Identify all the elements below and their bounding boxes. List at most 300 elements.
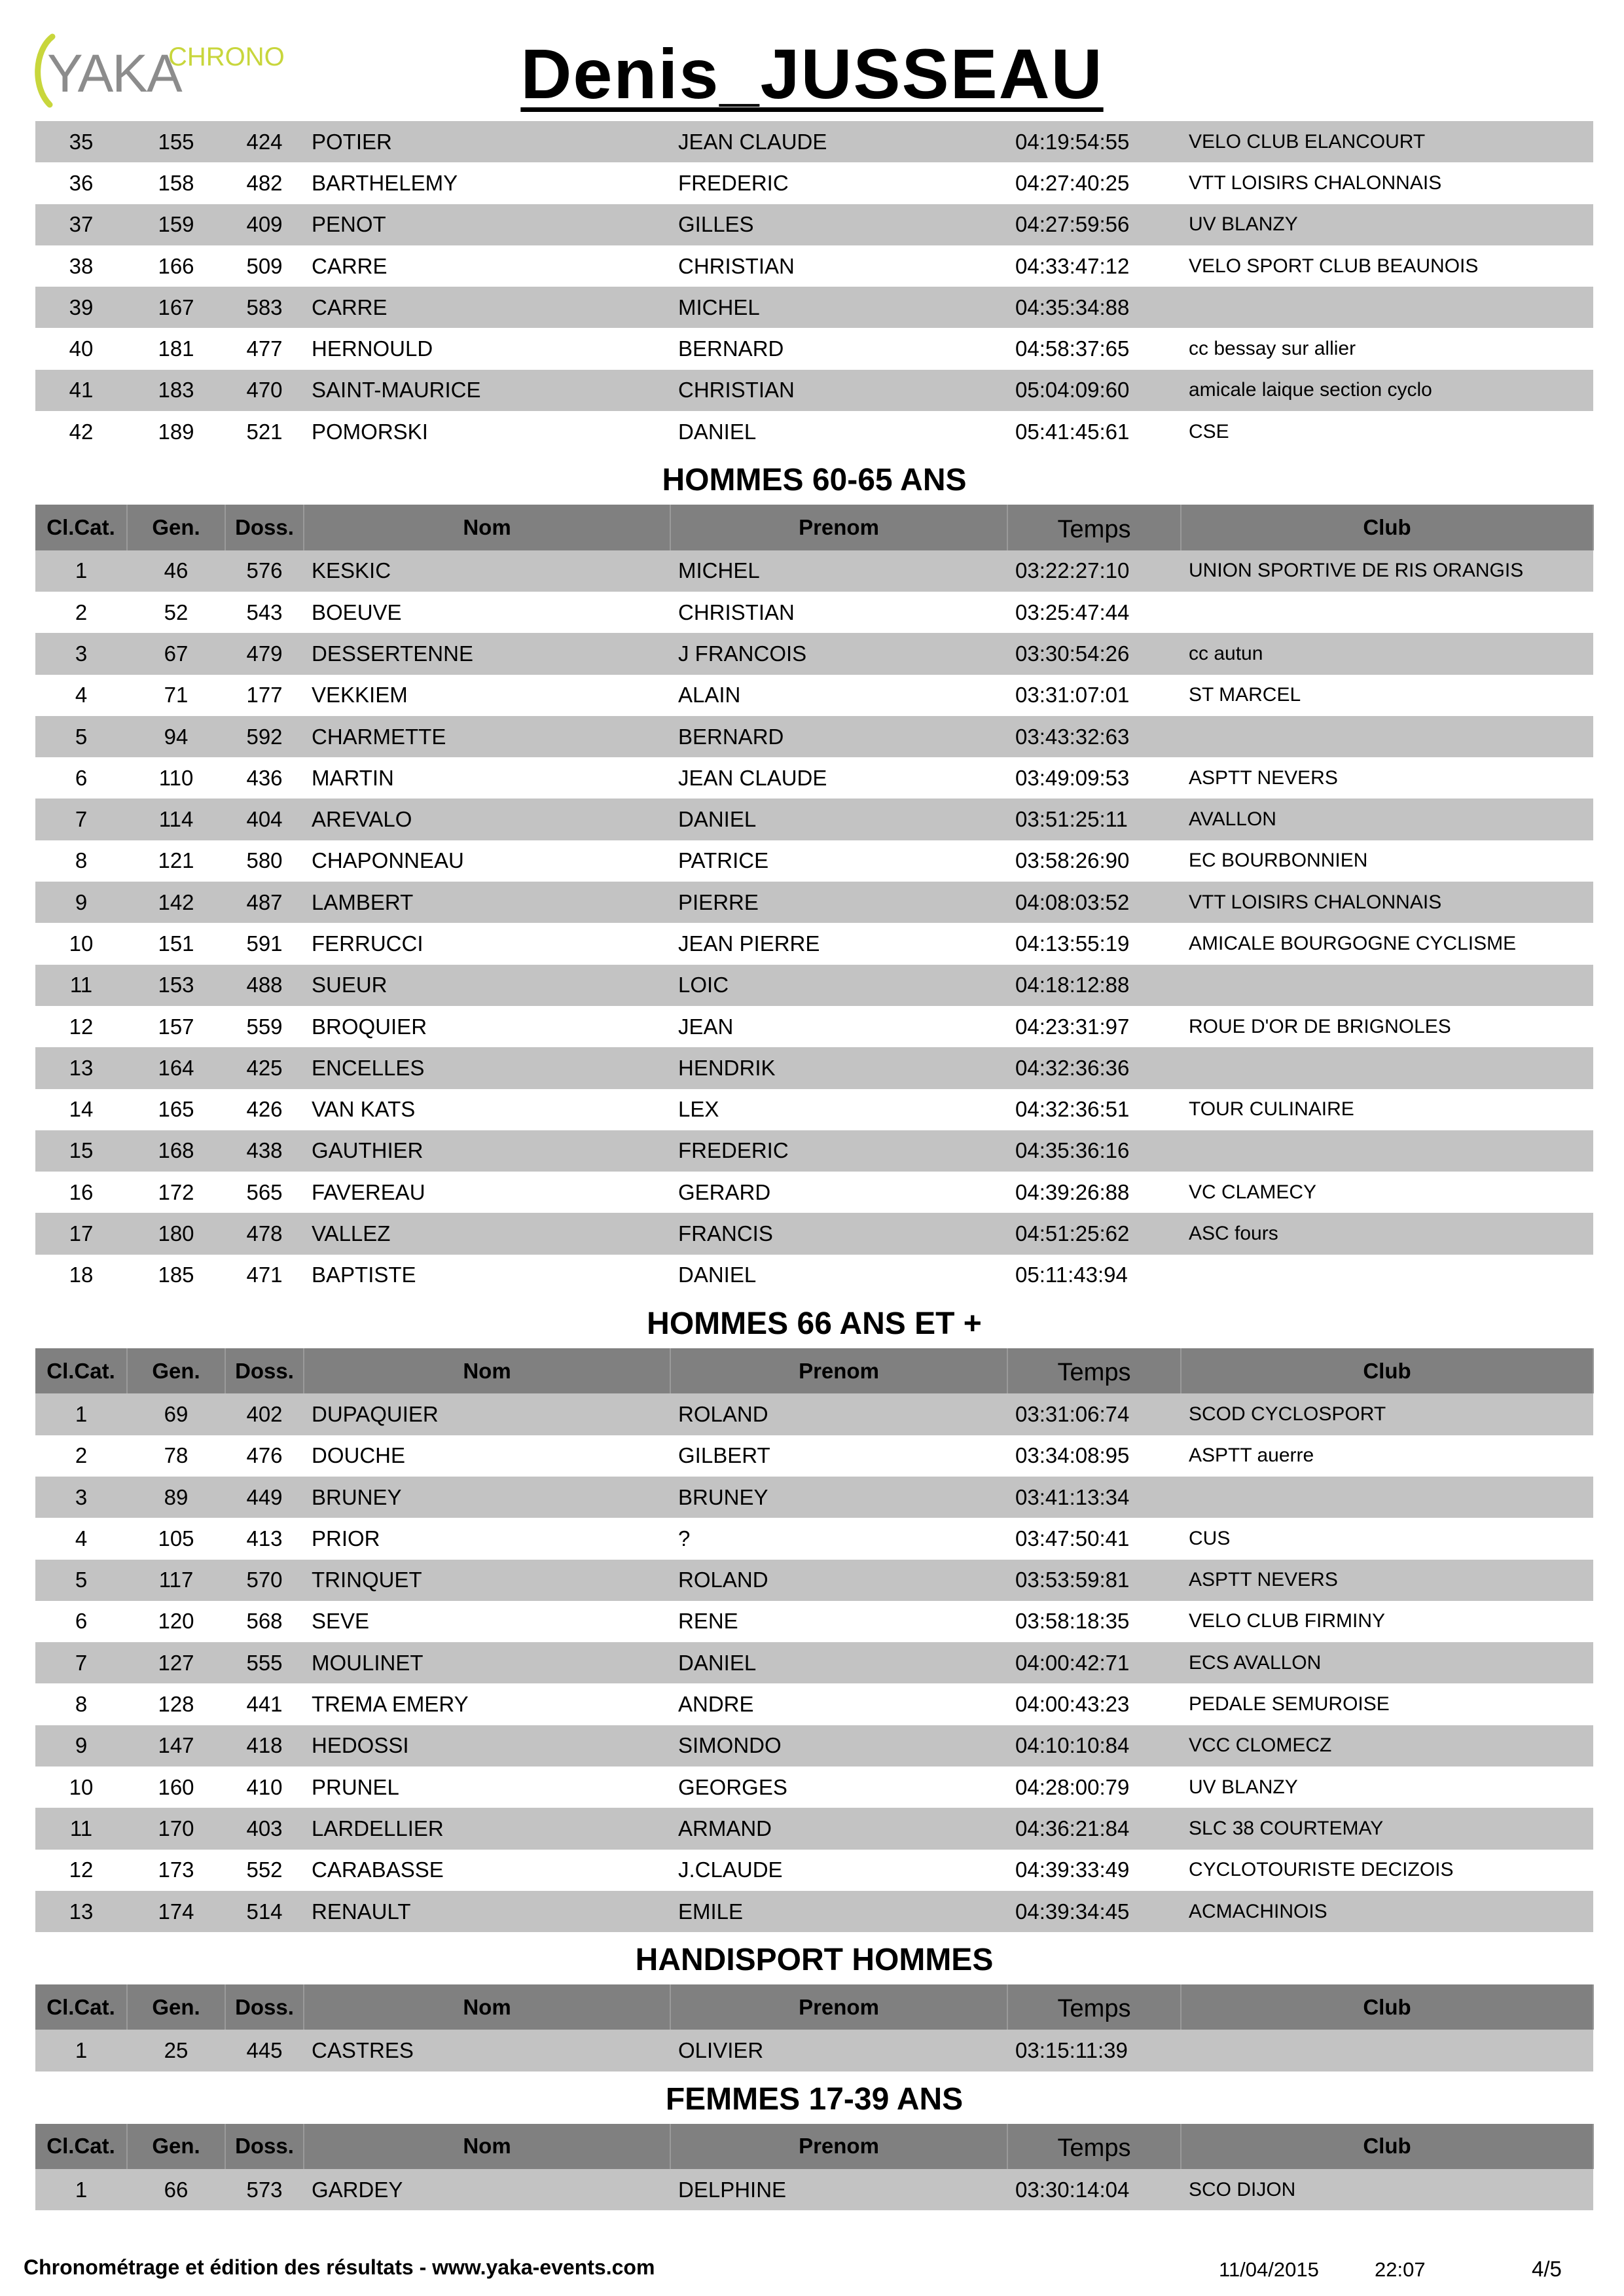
cell-nom: PRIOR <box>304 1518 670 1559</box>
cell-doss: 436 <box>225 757 304 798</box>
cell-temps: 03:30:54:26 <box>1007 633 1181 674</box>
cell-nom: LARDELLIER <box>304 1808 670 1849</box>
column-header: Doss. <box>225 505 304 550</box>
cell-temps: 03:25:47:44 <box>1007 592 1181 633</box>
table-row <box>35 1683 1593 1725</box>
cell-prenom: ALAIN <box>670 675 1007 716</box>
cell-club: VELO CLUB ELANCOURT <box>1181 121 1593 162</box>
cell-temps: 04:58:37:65 <box>1007 328 1181 369</box>
cell-prenom: CHRISTIAN <box>670 245 1007 287</box>
table-row <box>35 1601 1593 1642</box>
cell-temps: 04:35:36:16 <box>1007 1130 1181 1172</box>
cell-doss: 487 <box>225 882 304 923</box>
cell-club: TOUR CULINAIRE <box>1181 1089 1593 1130</box>
cell-rank: 14 <box>35 1089 127 1130</box>
cell-rank: 10 <box>35 1767 127 1808</box>
cell-prenom: FREDERIC <box>670 162 1007 204</box>
cell-rank: 5 <box>35 716 127 757</box>
cell-nom: AREVALO <box>304 798 670 840</box>
cell-doss: 576 <box>225 550 304 592</box>
cell-prenom: JEAN CLAUDE <box>670 121 1007 162</box>
cell-temps: 04:39:34:45 <box>1007 1891 1181 1932</box>
cell-club: CYCLOTOURISTE DECIZOIS <box>1181 1850 1593 1891</box>
column-header: Temps <box>1007 1984 1181 2030</box>
cell-doss: 580 <box>225 840 304 882</box>
cell-gen: 66 <box>127 2169 225 2210</box>
cell-doss: 514 <box>225 1891 304 1932</box>
cell-prenom: JEAN CLAUDE <box>670 757 1007 798</box>
cell-gen: 155 <box>127 121 225 162</box>
cell-club: PEDALE SEMUROISE <box>1181 1683 1593 1725</box>
cell-club: UV BLANZY <box>1181 204 1593 245</box>
cell-doss: 573 <box>225 2169 304 2210</box>
cell-temps: 04:39:33:49 <box>1007 1850 1181 1891</box>
cell-club: CUS <box>1181 1518 1593 1559</box>
cell-doss: 410 <box>225 1767 304 1808</box>
table-row <box>35 1891 1593 1932</box>
table-row <box>35 411 1593 452</box>
cell-prenom: DANIEL <box>670 1642 1007 1683</box>
cell-temps: 04:08:03:52 <box>1007 882 1181 923</box>
cell-gen: 94 <box>127 716 225 757</box>
cell-nom: ENCELLES <box>304 1047 670 1088</box>
column-header: Club <box>1181 505 1593 550</box>
cell-club: AVALLON <box>1181 798 1593 840</box>
cell-rank: 1 <box>35 1393 127 1435</box>
cell-gen: 151 <box>127 923 225 964</box>
cell-rank: 8 <box>35 1683 127 1725</box>
cell-doss: 445 <box>225 2030 304 2071</box>
cell-temps: 04:35:34:88 <box>1007 287 1181 328</box>
cell-nom: MARTIN <box>304 757 670 798</box>
cell-gen: 69 <box>127 1393 225 1435</box>
cell-prenom: BERNARD <box>670 716 1007 757</box>
cell-prenom: ANDRE <box>670 1683 1007 1725</box>
table-row <box>35 840 1593 882</box>
cell-gen: 183 <box>127 370 225 411</box>
cell-prenom: GEORGES <box>670 1767 1007 1808</box>
cell-nom: KESKIC <box>304 550 670 592</box>
column-header: Nom <box>304 505 670 550</box>
cell-gen: 121 <box>127 840 225 882</box>
table-row <box>35 1850 1593 1891</box>
page-title: Denis_JUSSEAU <box>520 34 1104 113</box>
table-row <box>35 245 1593 287</box>
cell-club: ASPTT auerre <box>1181 1435 1593 1477</box>
cell-temps: 03:34:08:95 <box>1007 1435 1181 1477</box>
column-header: Gen. <box>127 1984 225 2030</box>
column-header: Doss. <box>225 1984 304 2030</box>
cell-gen: 160 <box>127 1767 225 1808</box>
cell-nom: HEDOSSI <box>304 1725 670 1767</box>
cell-rank: 42 <box>35 411 127 452</box>
cell-prenom: SIMONDO <box>670 1725 1007 1767</box>
cell-temps: 04:39:26:88 <box>1007 1172 1181 1213</box>
cell-prenom: RENE <box>670 1601 1007 1642</box>
cell-rank: 12 <box>35 1850 127 1891</box>
cell-rank: 11 <box>35 965 127 1006</box>
column-header: Gen. <box>127 1348 225 1393</box>
table-row <box>35 1560 1593 1601</box>
cell-club: cc autun <box>1181 633 1593 674</box>
cell-club: CSE <box>1181 411 1593 452</box>
cell-gen: 78 <box>127 1435 225 1477</box>
cell-doss: 565 <box>225 1172 304 1213</box>
cell-nom: SUEUR <box>304 965 670 1006</box>
cell-prenom: GERARD <box>670 1172 1007 1213</box>
cell-nom: FERRUCCI <box>304 923 670 964</box>
results-table <box>35 121 1593 452</box>
cell-rank: 7 <box>35 798 127 840</box>
cell-prenom: ROLAND <box>670 1560 1007 1601</box>
cell-club: SCOD CYCLOSPORT <box>1181 1393 1593 1435</box>
cell-doss: 543 <box>225 592 304 633</box>
table-row <box>35 675 1593 716</box>
cell-nom: BAPTISTE <box>304 1255 670 1296</box>
cell-nom: SAINT-MAURICE <box>304 370 670 411</box>
cell-gen: 147 <box>127 1725 225 1767</box>
cell-doss: 402 <box>225 1393 304 1435</box>
cell-rank: 37 <box>35 204 127 245</box>
column-header: Cl.Cat. <box>35 1984 127 2030</box>
table-row <box>35 965 1593 1006</box>
cell-doss: 509 <box>225 245 304 287</box>
cell-rank: 13 <box>35 1047 127 1088</box>
cell-gen: 117 <box>127 1560 225 1601</box>
cell-rank: 4 <box>35 675 127 716</box>
table-header-row <box>35 2124 1593 2169</box>
cell-club: amicale laique section cyclo <box>1181 370 1593 411</box>
cell-gen: 185 <box>127 1255 225 1296</box>
cell-doss: 482 <box>225 162 304 204</box>
cell-prenom: JEAN <box>670 1006 1007 1047</box>
cell-doss: 477 <box>225 328 304 369</box>
cell-gen: 174 <box>127 1891 225 1932</box>
cell-prenom: ? <box>670 1518 1007 1559</box>
cell-club: VELO CLUB FIRMINY <box>1181 1601 1593 1642</box>
cell-doss: 409 <box>225 204 304 245</box>
cell-gen: 142 <box>127 882 225 923</box>
cell-temps: 04:19:54:55 <box>1007 121 1181 162</box>
cell-rank: 3 <box>35 1477 127 1518</box>
cell-temps: 04:18:12:88 <box>1007 965 1181 1006</box>
cell-temps: 04:28:00:79 <box>1007 1767 1181 1808</box>
cell-rank: 41 <box>35 370 127 411</box>
cell-nom: BARTHELEMY <box>304 162 670 204</box>
cell-temps: 03:31:06:74 <box>1007 1393 1181 1435</box>
cell-club: cc bessay sur allier <box>1181 328 1593 369</box>
cell-club: SLC 38 COURTEMAY <box>1181 1808 1593 1849</box>
cell-rank: 9 <box>35 1725 127 1767</box>
cell-temps: 04:32:36:36 <box>1007 1047 1181 1088</box>
cell-doss: 559 <box>225 1006 304 1047</box>
column-header: Temps <box>1007 1348 1181 1393</box>
column-header: Gen. <box>127 505 225 550</box>
cell-rank: 8 <box>35 840 127 882</box>
cell-temps: 03:58:26:90 <box>1007 840 1181 882</box>
cell-club: UV BLANZY <box>1181 1767 1593 1808</box>
table-row <box>35 633 1593 674</box>
cell-doss: 552 <box>225 1850 304 1891</box>
table-row <box>35 1642 1593 1683</box>
cell-temps: 03:41:13:34 <box>1007 1477 1181 1518</box>
cell-prenom: LEX <box>670 1089 1007 1130</box>
cell-gen: 167 <box>127 287 225 328</box>
cell-doss: 413 <box>225 1518 304 1559</box>
cell-gen: 89 <box>127 1477 225 1518</box>
cell-rank: 36 <box>35 162 127 204</box>
cell-doss: 438 <box>225 1130 304 1172</box>
cell-temps: 04:00:42:71 <box>1007 1642 1181 1683</box>
cell-doss: 471 <box>225 1255 304 1296</box>
table-row <box>35 1130 1593 1172</box>
column-header: Doss. <box>225 2124 304 2169</box>
cell-gen: 164 <box>127 1047 225 1088</box>
cell-gen: 158 <box>127 162 225 204</box>
cell-temps: 04:32:36:51 <box>1007 1089 1181 1130</box>
section-title: FEMMES 17-39 ANS <box>665 2081 964 2117</box>
cell-doss: 568 <box>225 1601 304 1642</box>
cell-temps: 04:27:59:56 <box>1007 204 1181 245</box>
cell-gen: 67 <box>127 633 225 674</box>
cell-prenom: PIERRE <box>670 882 1007 923</box>
cell-club <box>1181 592 1593 633</box>
column-header: Club <box>1181 2124 1593 2169</box>
table-row <box>35 1255 1593 1296</box>
table-row <box>35 287 1593 328</box>
cell-rank: 13 <box>35 1891 127 1932</box>
cell-nom: CARABASSE <box>304 1850 670 1891</box>
table-header-row <box>35 505 1593 550</box>
cell-prenom: FRANCIS <box>670 1213 1007 1254</box>
cell-rank: 39 <box>35 287 127 328</box>
cell-rank: 6 <box>35 757 127 798</box>
cell-doss: 449 <box>225 1477 304 1518</box>
cell-rank: 35 <box>35 121 127 162</box>
cell-temps: 04:51:25:62 <box>1007 1213 1181 1254</box>
cell-temps: 03:49:09:53 <box>1007 757 1181 798</box>
cell-club: EC BOURBONNIEN <box>1181 840 1593 882</box>
cell-club: ECS AVALLON <box>1181 1642 1593 1683</box>
cell-club: ASC fours <box>1181 1213 1593 1254</box>
cell-prenom: FREDERIC <box>670 1130 1007 1172</box>
column-header: Cl.Cat. <box>35 2124 127 2169</box>
cell-nom: RENAULT <box>304 1891 670 1932</box>
table-row <box>35 1477 1593 1518</box>
cell-nom: SEVE <box>304 1601 670 1642</box>
footer-page-number: 4/5 <box>1532 2257 1562 2281</box>
column-header: Nom <box>304 2124 670 2169</box>
table-row <box>35 923 1593 964</box>
cell-temps: 03:51:25:11 <box>1007 798 1181 840</box>
cell-prenom: MICHEL <box>670 287 1007 328</box>
cell-gen: 127 <box>127 1642 225 1683</box>
results-table <box>35 2124 1594 2211</box>
cell-gen: 157 <box>127 1006 225 1047</box>
cell-rank: 15 <box>35 1130 127 1172</box>
cell-nom: HERNOULD <box>304 328 670 369</box>
cell-rank: 2 <box>35 1435 127 1477</box>
cell-rank: 17 <box>35 1213 127 1254</box>
column-header: Club <box>1181 1984 1593 2030</box>
cell-prenom: DANIEL <box>670 798 1007 840</box>
cell-gen: 114 <box>127 798 225 840</box>
cell-gen: 159 <box>127 204 225 245</box>
cell-prenom: EMILE <box>670 1891 1007 1932</box>
cell-rank: 10 <box>35 923 127 964</box>
column-header: Gen. <box>127 2124 225 2169</box>
cell-nom: VAN KATS <box>304 1089 670 1130</box>
cell-club: AMICALE BOURGOGNE CYCLISME <box>1181 923 1593 964</box>
cell-prenom: DANIEL <box>670 1255 1007 1296</box>
table-row <box>35 162 1593 204</box>
cell-nom: POMORSKI <box>304 411 670 452</box>
cell-club: ASPTT NEVERS <box>1181 757 1593 798</box>
cell-gen: 25 <box>127 2030 225 2071</box>
cell-rank: 12 <box>35 1006 127 1047</box>
cell-prenom: J FRANCOIS <box>670 633 1007 674</box>
cell-club <box>1181 2030 1593 2071</box>
column-header: Temps <box>1007 505 1181 550</box>
cell-club: ROUE D'OR DE BRIGNOLES <box>1181 1006 1593 1047</box>
table-row <box>35 370 1593 411</box>
cell-club <box>1181 1047 1593 1088</box>
table-row <box>35 592 1593 633</box>
cell-temps: 04:33:47:12 <box>1007 245 1181 287</box>
results-table <box>35 1984 1594 2072</box>
cell-doss: 591 <box>225 923 304 964</box>
cell-doss: 592 <box>225 716 304 757</box>
cell-gen: 153 <box>127 965 225 1006</box>
cell-prenom: BERNARD <box>670 328 1007 369</box>
column-header: Prenom <box>670 2124 1007 2169</box>
cell-rank: 11 <box>35 1808 127 1849</box>
table-row <box>35 1047 1593 1088</box>
cell-temps: 05:41:45:61 <box>1007 411 1181 452</box>
section-title: HANDISPORT HOMMES <box>635 1943 994 1978</box>
cell-doss: 470 <box>225 370 304 411</box>
cell-temps: 03:22:27:10 <box>1007 550 1181 592</box>
cell-temps: 04:10:10:84 <box>1007 1725 1181 1767</box>
column-header: Prenom <box>670 1984 1007 2030</box>
cell-rank: 6 <box>35 1601 127 1642</box>
cell-rank: 18 <box>35 1255 127 1296</box>
cell-rank: 5 <box>35 1560 127 1601</box>
column-header: Club <box>1181 1348 1593 1393</box>
cell-club <box>1181 1130 1593 1172</box>
cell-rank: 40 <box>35 328 127 369</box>
cell-nom: LAMBERT <box>304 882 670 923</box>
cell-temps: 03:58:18:35 <box>1007 1601 1181 1642</box>
cell-nom: FAVEREAU <box>304 1172 670 1213</box>
cell-temps: 04:13:55:19 <box>1007 923 1181 964</box>
cell-prenom: ARMAND <box>670 1808 1007 1849</box>
cell-prenom: GILBERT <box>670 1435 1007 1477</box>
column-header: Nom <box>304 1348 670 1393</box>
cell-nom: TREMA EMERY <box>304 1683 670 1725</box>
table-row <box>35 757 1593 798</box>
cell-gen: 52 <box>127 592 225 633</box>
cell-prenom: DANIEL <box>670 411 1007 452</box>
cell-prenom: MICHEL <box>670 550 1007 592</box>
cell-gen: 110 <box>127 757 225 798</box>
cell-rank: 7 <box>35 1642 127 1683</box>
table-row <box>35 1435 1593 1477</box>
cell-gen: 189 <box>127 411 225 452</box>
table-row <box>35 1213 1593 1254</box>
cell-nom: CHAPONNEAU <box>304 840 670 882</box>
cell-nom: CHARMETTE <box>304 716 670 757</box>
table-row <box>35 882 1593 923</box>
cell-temps: 04:23:31:97 <box>1007 1006 1181 1047</box>
cell-prenom: ROLAND <box>670 1393 1007 1435</box>
table-row <box>35 121 1593 162</box>
cell-club: VTT LOISIRS CHALONNAIS <box>1181 882 1593 923</box>
cell-prenom: DELPHINE <box>670 2169 1007 2210</box>
column-header: Cl.Cat. <box>35 505 127 550</box>
column-header: Cl.Cat. <box>35 1348 127 1393</box>
cell-gen: 172 <box>127 1172 225 1213</box>
table-row <box>35 1393 1593 1435</box>
cell-prenom: BRUNEY <box>670 1477 1007 1518</box>
cell-nom: CARRE <box>304 245 670 287</box>
cell-prenom: GILLES <box>670 204 1007 245</box>
cell-club: VELO SPORT CLUB BEAUNOIS <box>1181 245 1593 287</box>
cell-doss: 478 <box>225 1213 304 1254</box>
table-row <box>35 2169 1593 2210</box>
cell-gen: 170 <box>127 1808 225 1849</box>
cell-prenom: J.CLAUDE <box>670 1850 1007 1891</box>
cell-club: VC CLAMECY <box>1181 1172 1593 1213</box>
cell-doss: 424 <box>225 121 304 162</box>
cell-rank: 16 <box>35 1172 127 1213</box>
table-row <box>35 328 1593 369</box>
table-row <box>35 716 1593 757</box>
cell-doss: 570 <box>225 1560 304 1601</box>
cell-nom: POTIER <box>304 121 670 162</box>
cell-doss: 479 <box>225 633 304 674</box>
cell-rank: 9 <box>35 882 127 923</box>
column-header: Prenom <box>670 505 1007 550</box>
cell-nom: CASTRES <box>304 2030 670 2071</box>
cell-nom: GARDEY <box>304 2169 670 2210</box>
table-header-row <box>35 1984 1593 2030</box>
cell-club <box>1181 287 1593 328</box>
column-header: Nom <box>304 1984 670 2030</box>
cell-prenom: CHRISTIAN <box>670 592 1007 633</box>
cell-gen: 173 <box>127 1850 225 1891</box>
cell-club: ACMACHINOIS <box>1181 1891 1593 1932</box>
cell-temps: 03:15:11:39 <box>1007 2030 1181 2071</box>
cell-temps: 03:30:14:04 <box>1007 2169 1181 2210</box>
cell-temps: 04:27:40:25 <box>1007 162 1181 204</box>
cell-temps: 05:04:09:60 <box>1007 370 1181 411</box>
table-row <box>35 2030 1593 2071</box>
column-header: Doss. <box>225 1348 304 1393</box>
table-row <box>35 1518 1593 1559</box>
cell-doss: 583 <box>225 287 304 328</box>
cell-doss: 403 <box>225 1808 304 1849</box>
cell-club <box>1181 716 1593 757</box>
cell-gen: 71 <box>127 675 225 716</box>
cell-prenom: PATRICE <box>670 840 1007 882</box>
cell-doss: 488 <box>225 965 304 1006</box>
cell-club <box>1181 1477 1593 1518</box>
cell-rank: 2 <box>35 592 127 633</box>
cell-club: ST MARCEL <box>1181 675 1593 716</box>
table-row <box>35 1089 1593 1130</box>
results-table <box>35 1348 1594 1932</box>
